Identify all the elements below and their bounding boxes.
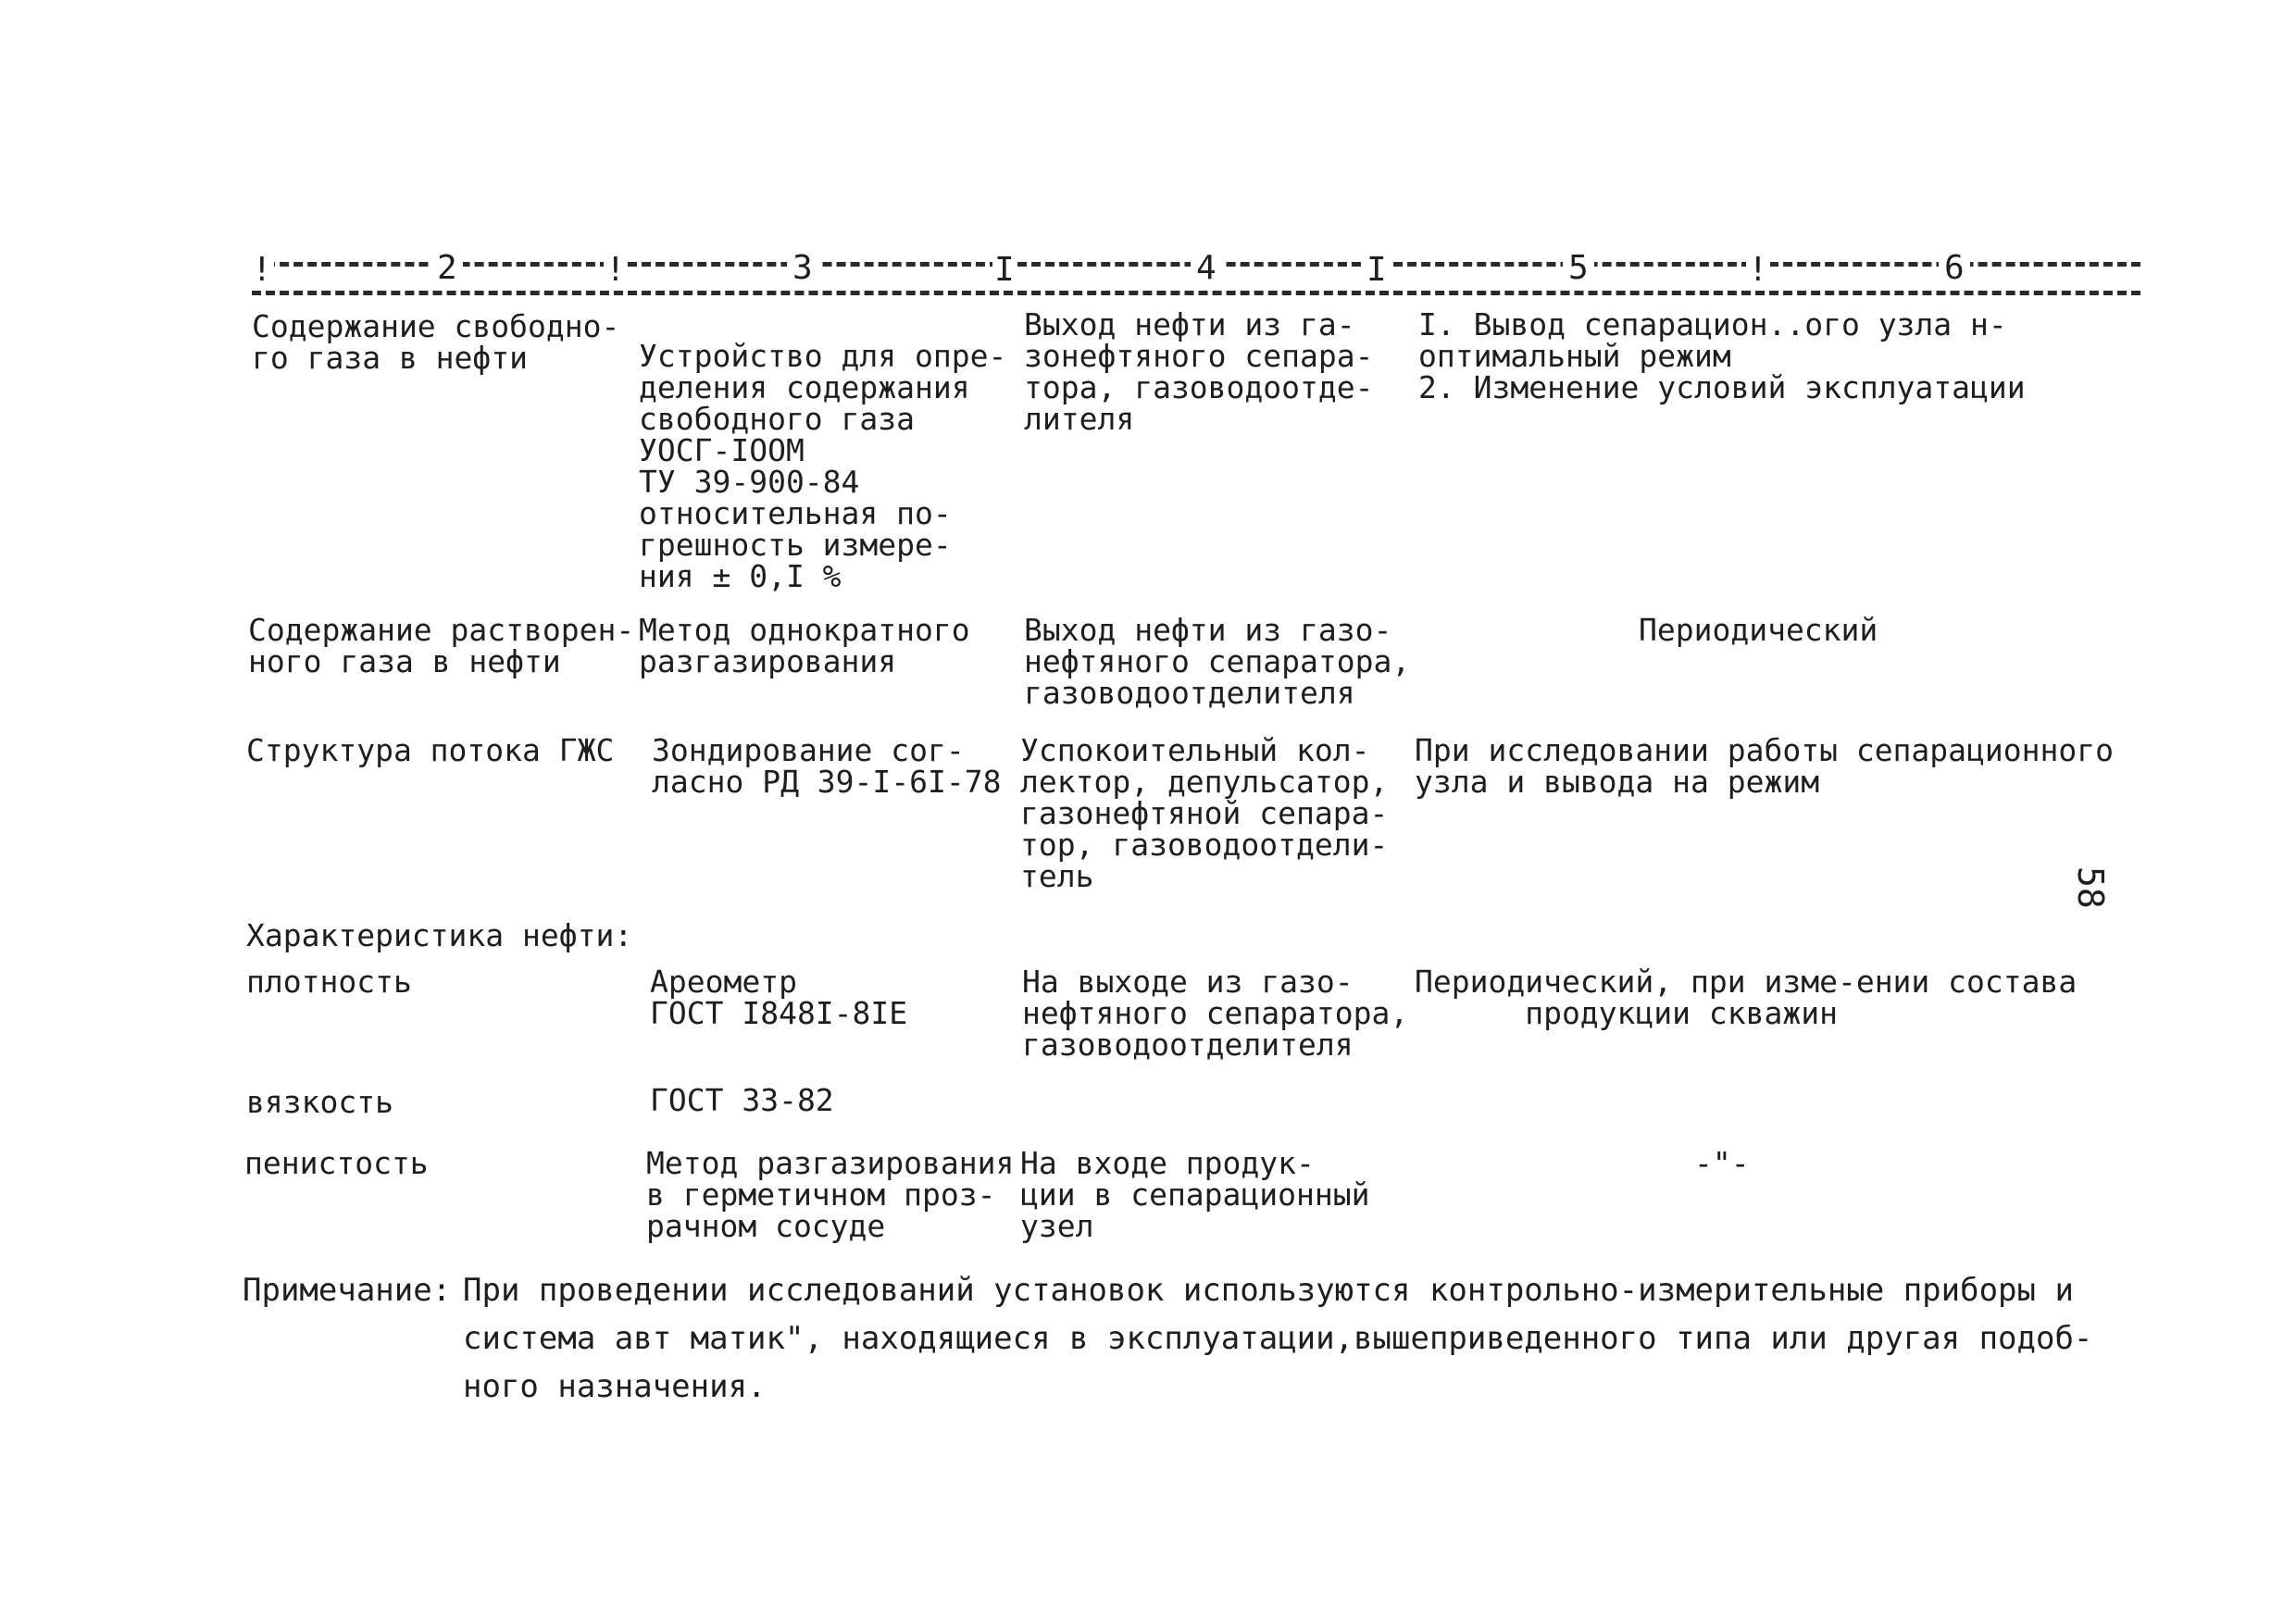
- cell-measurement-place: Выход нефти из газо- нефтяного сепаратора, газоводоотделителя: [1024, 612, 1411, 711]
- cell-parameter: Содержание растворен- ного газа в нефти: [248, 612, 635, 679]
- column-number-5: 5: [1563, 250, 1594, 287]
- note-text: При проведении исследований установок используются контрольно-измерительные приборы и система авт матик", находящиеся в эксплуатации,вышеприведенного типа или другая подоб- ного назначения.: [463, 1272, 2093, 1405]
- column-number-2: 2: [431, 250, 463, 287]
- cell-method-device: Зондирование сог- ласно РД 39-I-6I-78: [652, 732, 1002, 800]
- cell-method-device: ГОСТ 33-82: [650, 1082, 834, 1118]
- column-separator-2: I: [994, 251, 1015, 289]
- cell-parameter: Структура потока ГЖС: [246, 732, 615, 768]
- column-separator-4: !: [1748, 251, 1768, 289]
- column-number-4: 4: [1191, 250, 1222, 287]
- column-number-6: 6: [1939, 250, 1970, 287]
- header-rule-bottom: [252, 291, 2140, 295]
- cell-periodicity: Периодический: [1639, 612, 1878, 648]
- cell-parameter: Содержание свободно- го газа в нефти: [252, 308, 620, 376]
- cell-measurement-place: На входе продук- ции в сепарационный узел: [1020, 1145, 1370, 1244]
- column-separator-3: I: [1366, 251, 1387, 289]
- cell-method-device: Метод однократного разгазирования: [639, 612, 970, 679]
- column-separator-1: !: [605, 251, 626, 289]
- cell-periodicity: При исследовании работы сепарационного узла и вывода на режим: [1415, 732, 2114, 800]
- cell-parameter: вязкость: [246, 1084, 393, 1120]
- cell-method-device: Устройство для опре- деления содержания свободного газа УОСГ-IООМ ТУ 39-900-84 относительная по- грешность измере- ния ± 0,I %: [639, 338, 1007, 594]
- note-label: Примечание:: [243, 1272, 452, 1309]
- group-heading-oil-characteristics: Характеристика нефти:: [246, 917, 633, 953]
- cell-parameter: пенистость: [244, 1145, 429, 1181]
- cell-periodicity: -"-: [1694, 1145, 1750, 1181]
- cell-measurement-place: На выходе из газо- нефтяного сепаратора, газоводоотделителя: [1022, 964, 1409, 1063]
- cell-method-device: Ареометр ГОСТ I848I-8IЕ: [650, 964, 908, 1031]
- cell-parameter: плотность: [246, 964, 412, 1000]
- cell-measurement-place: Успокоительный кол- лектор, депульсатор, газонефтяной сепара- тор, газоводоотдели- тель: [1020, 732, 1389, 894]
- cell-measurement-place: Выход нефти из га- зонефтяного сепара- тора, газоводоотде- лителя: [1024, 306, 1374, 437]
- column-number-3: 3: [787, 250, 818, 287]
- page-number: 58: [2070, 866, 2111, 909]
- cell-periodicity: I. Вывод сепарацион..ого узла н- оптимальный режим 2. Изменение условий эксплуатации: [1418, 306, 2026, 405]
- header-edge-mark: !: [252, 251, 272, 289]
- cell-method-device: Метод разгазирования в герметичном проз- рачном сосуде: [646, 1145, 1015, 1244]
- cell-periodicity: Периодический, при изме-ении состава продукции скважин: [1415, 964, 2078, 1031]
